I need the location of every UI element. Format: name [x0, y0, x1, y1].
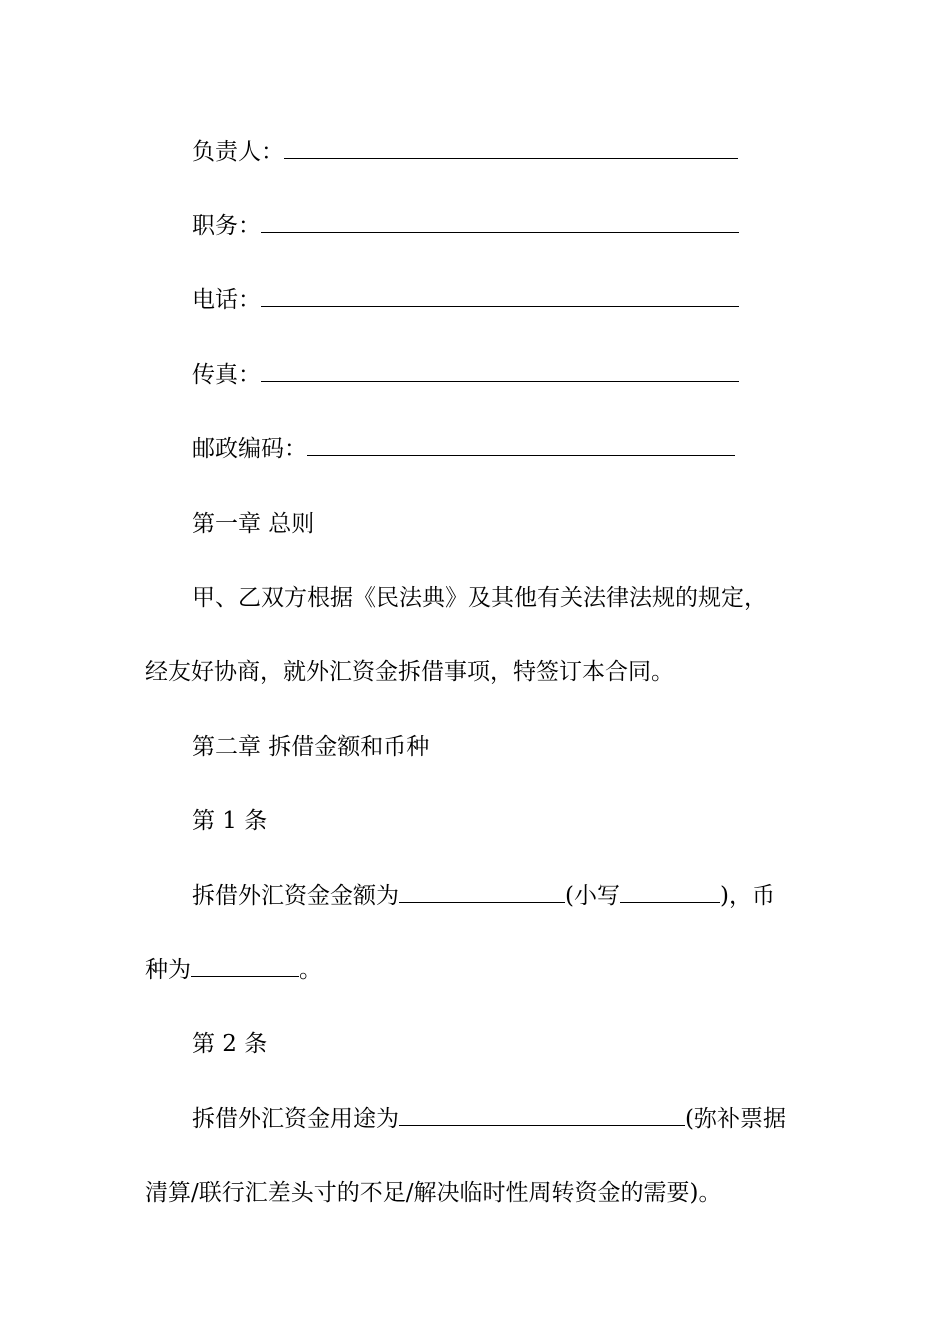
phone-blank[interactable] — [261, 286, 739, 307]
small-close: )，币 — [719, 883, 775, 909]
chapter1-paragraph-line2: 经友好协商，就外汇资金拆借事项，特签订本合同。 — [145, 659, 674, 685]
fax-blank[interactable] — [261, 361, 739, 382]
postal-code-blank[interactable] — [307, 435, 735, 456]
postal-code-label: 邮政编码： — [192, 436, 307, 462]
currency-label: 种为 — [145, 957, 191, 983]
article1-currency-line — [145, 955, 322, 985]
chapter2-title: 第二章 拆借金额和币种 — [192, 734, 430, 760]
position-blank[interactable] — [261, 212, 739, 233]
purpose-label: 拆借外汇资金用途为 — [192, 1106, 399, 1132]
postal-code-field — [192, 434, 735, 464]
small-amount-blank[interactable] — [620, 882, 720, 903]
article1-title: 第 1 条 — [192, 808, 268, 834]
responsible-person-blank[interactable] — [284, 138, 738, 159]
position-label: 职务： — [192, 213, 261, 239]
purpose-open: (弥补票据 — [685, 1106, 786, 1132]
amount-blank[interactable] — [399, 882, 565, 903]
chapter1-paragraph-line1: 甲、乙双方根据《民法典》及其他有关法律法规的规定， — [192, 585, 767, 611]
article2-purpose-line — [192, 1104, 786, 1134]
article2-purpose-line2: 清算/联行汇差头寸的不足/解决临时性周转资金的需要)。 — [145, 1180, 722, 1206]
chapter1-title: 第一章 总则 — [192, 511, 315, 537]
phone-field — [192, 285, 739, 315]
responsible-person-label: 负责人： — [192, 139, 284, 165]
article1-amount-line — [192, 881, 775, 911]
article2-title: 第 2 条 — [192, 1031, 268, 1057]
small-open: (小写 — [565, 883, 620, 909]
amount-label: 拆借外汇资金金额为 — [192, 883, 399, 909]
phone-label: 电话： — [192, 287, 261, 313]
fax-label: 传真： — [192, 362, 261, 388]
purpose-blank[interactable] — [399, 1105, 685, 1126]
responsible-person-field — [192, 137, 738, 167]
currency-end: 。 — [299, 957, 322, 983]
position-field — [192, 211, 739, 241]
fax-field — [192, 360, 739, 390]
currency-blank[interactable] — [191, 956, 299, 977]
